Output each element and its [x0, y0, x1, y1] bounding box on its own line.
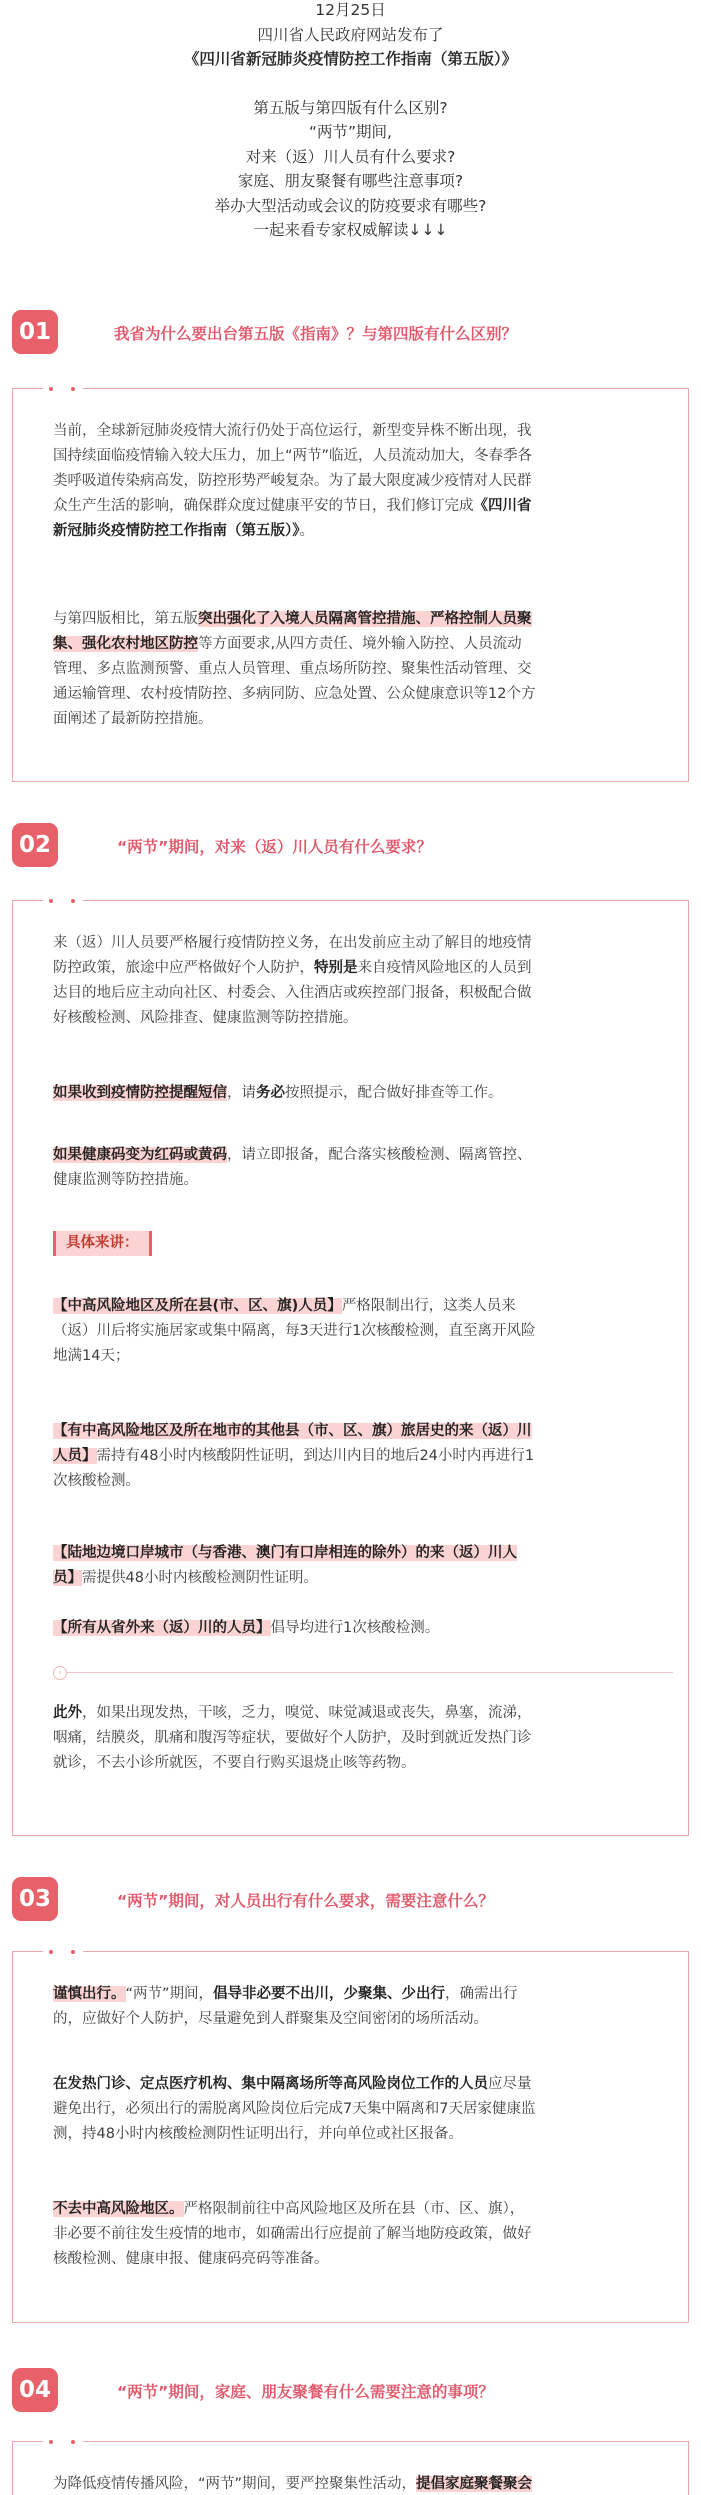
- section-01-paragraph-2: 与第四版相比，第五版突出强化了入境人员隔离管控措施、严格控制人员聚 集、强化农村地区防控等方面要求,从四方责任、境外输入防控、人员流动 管理、多点监测预警、重点人员管理、重点场所防控、聚集性活动管理、交 通运输管理、农村疫情防控、多病同防、应急处置、公众健康意识等12个方 面阐述了最新防控措施。: [53, 611, 536, 727]
- section-header-01: [12, 310, 692, 354]
- intro-cta: 一起来看专家权威解读↓↓↓: [253, 221, 448, 239]
- section-02-paragraph-symptoms: 此外，如果出现发热，干咳，乏力，嗅觉、味觉减退或丧失，鼻塞，流涕， 咽痛，结膜炎，肌痛和腹泻等症状，要做好个人防护，及时到就近发热门诊 就诊，不去小诊所就医，不要自行购买退烧止咳等药物。: [53, 1705, 532, 1771]
- chevron-right-icon: ›: [53, 1666, 67, 1680]
- section-header-04: [12, 2368, 692, 2412]
- intro-publisher: 四川省人民政府网站发布了: [257, 25, 444, 44]
- card-dots-decoration: [43, 385, 83, 393]
- section-title: “两节”期间，对人员出行有什么要求，需要注意什么？: [117, 1892, 494, 1910]
- section-04-paragraph-1: 为降低疫情传播风险，“两节”期间，要严控聚集性活动，提倡家庭聚餐聚会: [53, 2476, 533, 2492]
- intro-question-5: 举办大型活动或会议的防疫要求有哪些?: [214, 196, 487, 215]
- intro-question-1: 第五版与第四版有什么区别?: [253, 98, 448, 117]
- intro-question-4: 家庭、朋友聚餐有哪些注意事项?: [237, 172, 464, 190]
- intro-question-2: “两节”期间,: [309, 123, 392, 141]
- section-02-paragraph-sms: 如果收到疫情防控提醒短信，请务必按照提示，配合做好排查等工作。: [53, 1085, 503, 1101]
- section-card-01: [12, 388, 689, 782]
- card-dots-decoration: [43, 2438, 83, 2446]
- section-card-03: [12, 1951, 689, 2323]
- section-title: “两节”期间，对来（返）川人员有什么要求？: [117, 838, 432, 856]
- section-02-paragraph-1: 来（返）川人员要严格履行疫情防控义务，在出发前应主动了解目的地疫情 防控政策，旅途中应严格做好个人防护，特别是来自疫情风险地区的人员到 达目的地后应主动向社区、村委会、入住酒店或疾控部门报备，积极配合做 好核酸检测、风险排查、健康监测等防控措施。: [53, 935, 532, 1026]
- intro-block: [0, 0, 701, 243]
- section-card-02: [12, 900, 689, 1836]
- section-03-paragraph-1: 谨慎出行。“两节”期间，倡导非必要不出川，少聚集、少出行，确需出行 的，应做好个人防护，尽量避免到人群聚集及空间密闭的场所活动。: [53, 1986, 518, 2027]
- section-title: “两节”期间，家庭、朋友聚餐有什么需要注意的事项？: [117, 2383, 494, 2401]
- section-03-paragraph-2: 在发热门诊、定点医疗机构、集中隔离场所等高风险岗位工作的人员应尽量 避免出行，必须出行的需脱离风险岗位后完成7天集中隔离和7天居家健康监 测，持48小时内核酸检测阴性证明出行，并向单位或社区报备。: [53, 2076, 536, 2142]
- section-02-subheading: [53, 1231, 673, 1256]
- section-02-paragraph-health-code: 如果健康码变为红码或黄码，请立即报备，配合落实核酸检测、隔离管控、 健康监测等防控措施。: [53, 1147, 532, 1188]
- card-dots-decoration: [43, 1948, 83, 1956]
- card-dots-decoration: [43, 897, 83, 905]
- intro-date: 12月25日: [315, 1, 386, 19]
- section-number-badge: 04: [12, 2368, 58, 2412]
- section-03-paragraph-3: 不去中高风险地区。严格限制前往中高风险地区及所在县（市、区、旗）， 非必要不前往发生疫情的地市，如确需出行应提前了解当地防疫政策，做好 核酸检测、健康申报、健康码亮码等准备。: [53, 2201, 532, 2267]
- section-number-badge: 02: [12, 823, 58, 867]
- section-02-item-2: 【有中高风险地区及所在地市的其他县（市、区、旗）旅居史的来（返）川 人员】需持有48小时内核酸阴性证明，到达川内目的地后24小时内再进行1 次核酸检测。: [53, 1423, 535, 1489]
- intro-question-3: 对来（返）川人员有什么要求?: [245, 147, 456, 166]
- section-number-badge: 03: [12, 1877, 58, 1921]
- section-header-03: [12, 1877, 692, 1921]
- section-02-item-3: 【陆地边境口岸城市（与香港、澳门有口岸相连的除外）的来（返）川人 员】需提供48小时内核酸检测阴性证明。: [53, 1545, 517, 1586]
- intro-doc-title: 《四川省新冠肺炎疫情防控工作指南（第五版）》: [183, 50, 518, 68]
- section-02-item-1: 【中高风险地区及所在县(市、区、旗)人员】严格限制出行，这类人员来 （返）川后将实施居家或集中隔离，每3天进行1次核酸检测，直至离开风险 地满14天；: [53, 1298, 536, 1364]
- section-divider: [53, 1666, 673, 1680]
- specifics-label: 具体来讲：: [53, 1231, 152, 1256]
- section-header-02: [12, 823, 692, 867]
- section-01-paragraph-1: 当前，全球新冠肺炎疫情大流行仍处于高位运行，新型变异株不断出现，我 国持续面临疫情输入较大压力，加上“两节”临近，人员流动加大，冬春季各 类呼吸道传染病高发，防控形势严峻复杂。为了最大限度减少疫情对人民群 众生产生活的影响，确保群众度过健康平安的节日，我们修订完成《四川省 新冠肺炎疫情防控工作指南（第五版）》。: [53, 423, 533, 539]
- section-title: 我省为什么要出台第五版《指南》？与第四版有什么区别？: [114, 325, 518, 343]
- section-02-item-4: 【所有从省外来（返）川的人员】倡导均进行1次核酸检测。: [53, 1620, 440, 1636]
- section-number-badge: 01: [12, 310, 58, 354]
- section-card-04: [12, 2441, 689, 2495]
